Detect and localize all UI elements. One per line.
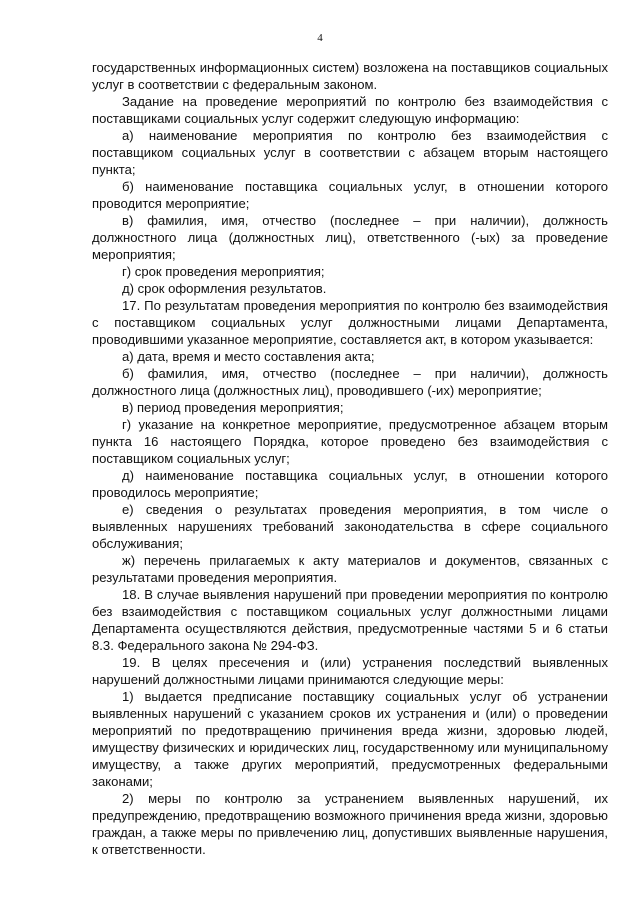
list-item-v: в) фамилия, имя, отчество (последнее – при наличии), должность должностного лица (должностных лиц), ответственного (-ых) за проведение мероприятия; [92, 213, 608, 262]
list-item-a: а) наименование мероприятия по контролю без взаимодействия с поставщиком социальных услуг в соответствии с абзацем вторым настоящего пункта; [92, 128, 608, 177]
list-item-1: 1) выдается предписание поставщику социальных услуг об устранении выявленных нарушений с указанием сроков их устранения и (или) о проведении мероприятий по предотвращению причинения вреда жизни, здоровью людей, имуществу физических и юридических лиц, государственному или муниципальному имуществу, а также других мероприятий, предусмотренных федеральными законами; [92, 689, 608, 789]
list-item-zh: ж) перечень прилагаемых к акту материалов и документов, связанных с результатами проведения мероприятия. [92, 553, 608, 585]
list-item-v: в) период проведения мероприятия; [122, 400, 344, 415]
page-number: 4 [317, 32, 323, 44]
list-item-b: б) фамилия, имя, отчество (последнее – при наличии), должность должностного лица (должностных лиц), проводившего (-их) мероприятие; [92, 366, 608, 398]
paragraph-17: 17. По результатам проведения мероприятия по контролю без взаимодействия с поставщиком социальных услуг должностными лицами Департамента, проводившими указанное мероприятие, составляется акт, в котором указывается: [92, 298, 608, 347]
list-item-a: а) дата, время и место составления акта; [122, 349, 375, 364]
paragraph-19: 19. В целях пресечения и (или) устранения последствий выявленных нарушений должностными лицами принимаются следующие меры: [92, 655, 608, 687]
list-item-g: г) указание на конкретное мероприятие, предусмотренное абзацем вторым пункта 16 настоящего Порядка, которое проведено без взаимодействия с поставщиком социальных услуг; [92, 417, 608, 466]
list-item-e: е) сведения о результатах проведения мероприятия, в том числе о выявленных нарушениях требований законодательства в сфере социального обслуживания; [92, 502, 608, 551]
paragraph-task-content: Задание на проведение мероприятий по контролю без взаимодействия с поставщиками социальных услуг содержит следующую информацию: [92, 94, 608, 126]
list-item-2: 2) меры по контролю за устранением выявленных нарушений, их предупреждению, предотвращению возможного причинения вреда жизни, здоровью граждан, а также меры по привлечению лиц, допустивших выявленные нарушения, к ответственности. [92, 791, 608, 857]
paragraph-continuation: государственных информационных систем) возложена на поставщиков социальных услуг в соответствии с федеральным законом. [92, 60, 608, 92]
document-body [92, 59, 608, 858]
paragraph-18: 18. В случае выявления нарушений при проведении мероприятия по контролю без взаимодействия с поставщиком социальных услуг должностными лицами Департамента осуществляются действия, предусмотренные частями 5 и 6 статьи 8.3. Федерального закона № 294-ФЗ. [92, 587, 608, 653]
list-item-d: д) наименование поставщика социальных услуг, в отношении которого проводилось мероприятие; [92, 468, 608, 500]
list-item-b: б) наименование поставщика социальных услуг, в отношении которого проводится мероприятие; [92, 179, 608, 211]
list-item-d: д) срок оформления результатов. [122, 281, 327, 296]
list-item-g: г) срок проведения мероприятия; [122, 264, 325, 279]
